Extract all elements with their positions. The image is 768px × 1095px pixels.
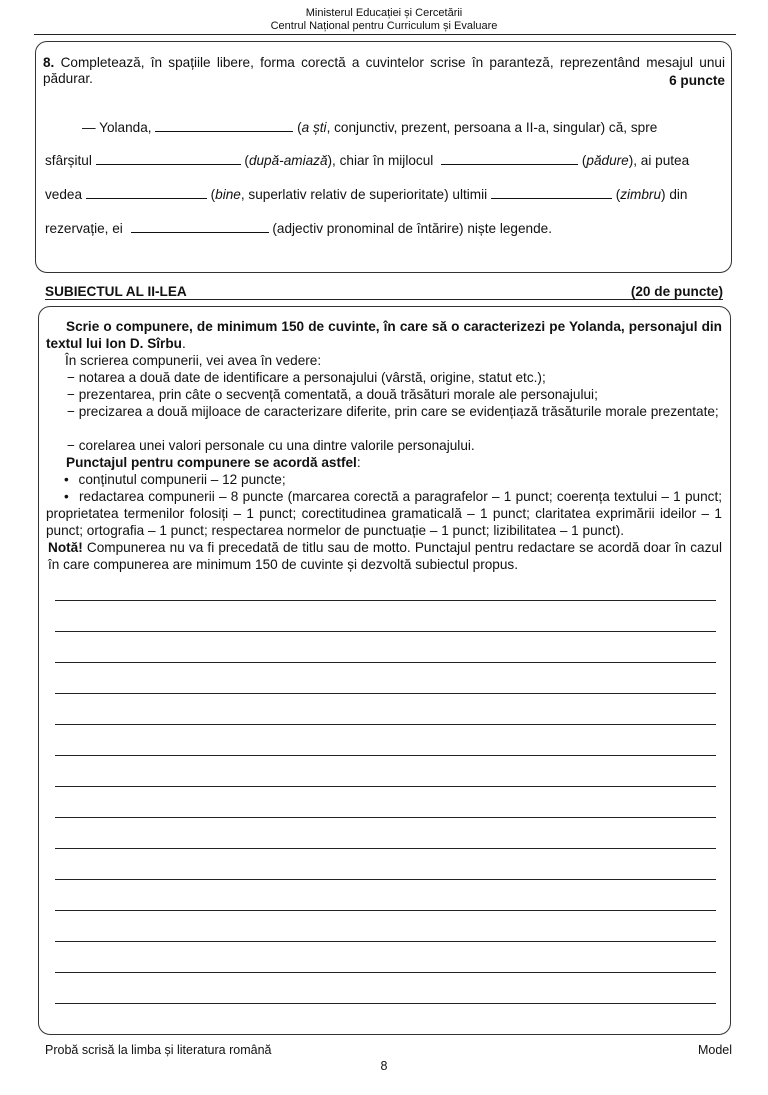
writing-line[interactable]	[55, 693, 716, 694]
requirement-2: − prezentarea, prin câte o secvență comentată, a două trăsături morale ale personajului;	[67, 387, 598, 402]
writing-line[interactable]	[55, 724, 716, 725]
question-8-prompt	[43, 55, 725, 87]
writing-line[interactable]	[55, 848, 716, 849]
page-number: 8	[380, 1059, 388, 1073]
blank-5-input[interactable]	[491, 184, 612, 199]
note	[48, 539, 722, 573]
requirement-3: − precizarea a două mijloace de caracterizare diferite, prin care se evidențiază trăsăturile morale prezentate;	[67, 404, 719, 419]
writing-line[interactable]	[55, 817, 716, 818]
subject-2-title: SUBIECTUL AL II-LEA	[45, 284, 187, 299]
writing-line[interactable]	[55, 879, 716, 880]
blank-6-input[interactable]	[131, 218, 269, 233]
writing-line[interactable]	[55, 662, 716, 663]
note-text: Compunerea nu va fi precedată de titlu sau de motto. Punctajul pentru redactare se acordă doar în cazul în care compunerea are minimum 150 de cuvinte și dezvoltă subiectul propus.	[48, 540, 722, 572]
scoring-item-2: • redactarea compunerii – 8 puncte (marcarea corectă a paragrafelor – 1 punct; coerența textului – 1 punct; proprietatea termenilor folosiți – 1 punct; corectitudinea gramaticală – 1 punct; claritatea exprimării ideilor – 1 punct; ortografia – 1 punct; respectarea normelor de punctuație – 1 punct; lizibilitatea – 1 punct).	[46, 489, 722, 538]
blank-2-input[interactable]	[96, 150, 241, 165]
writing-line[interactable]	[55, 631, 716, 632]
subject-2-divider	[45, 299, 723, 300]
writing-line[interactable]	[55, 941, 716, 942]
bullet-icon: •	[64, 489, 69, 504]
note-label: Notă!	[48, 540, 83, 555]
question-8-number: 8.	[43, 55, 55, 70]
question-8-points: 6 puncte	[669, 73, 725, 88]
writing-line[interactable]	[55, 786, 716, 787]
writing-line[interactable]	[55, 755, 716, 756]
question-8-text: Completează, în spațiile libere, forma corectă a cuvintelor scrise în paranteză, reprezentând mesajul unui pădurar.	[43, 55, 726, 86]
writing-line[interactable]	[55, 1003, 716, 1004]
header-center: Centrul Național pentru Curriculum și Evaluare	[270, 20, 498, 32]
page-header	[0, 7, 768, 33]
fill-line-1: — Yolanda, (a ști, conjunctiv, prezent, persoana a II-a, singular) că, spre	[45, 117, 726, 138]
requirement-1: − notarea a două date de identificare a personajului (vârstă, origine, statut etc.);	[67, 370, 546, 385]
footer-model: Model	[697, 1043, 732, 1057]
bullet-icon: •	[64, 472, 69, 487]
subject-2-points: (20 de puncte)	[630, 284, 723, 299]
scoring-item-1: • conținutul compunerii – 12 puncte;	[46, 471, 722, 488]
scoring-title: Punctajul pentru compunere se acordă astfel:	[66, 455, 361, 470]
fill-line-4: rezervație, ei (adjectiv pronominal de întărire) niște legende.	[45, 218, 726, 239]
footer-exam-name: Probă scrisă la limba și literatura română	[45, 1043, 272, 1057]
blank-1-input[interactable]	[155, 117, 293, 132]
subject-2-box	[38, 306, 731, 1035]
guidelines-intro: În scrierea compunerii, vei avea în vedere:	[65, 353, 322, 368]
header-ministry: Ministerul Educației și Cercetării	[305, 7, 463, 19]
header-divider	[34, 34, 736, 35]
writing-line[interactable]	[55, 910, 716, 911]
blank-3-input[interactable]	[441, 150, 578, 165]
blank-4-input[interactable]	[86, 184, 207, 199]
composition-task: Scrie o compunere, de minimum 150 de cuvinte, în care să o caracterizezi pe Yolanda, personajul din textul lui Ion D. Sîrbu.	[46, 319, 722, 351]
writing-line[interactable]	[55, 600, 716, 601]
question-8-box	[35, 41, 732, 273]
writing-line[interactable]	[55, 972, 716, 973]
requirement-4: − corelarea unei valori personale cu una dintre valorile personajului.	[67, 438, 475, 453]
fill-line-2: sfârșitul (după-amiază), chiar în mijlocul (pădure), ai putea	[45, 150, 726, 171]
fill-line-3: vedea (bine, superlativ relativ de superioritate) ultimii (zimbru) din	[45, 184, 726, 205]
